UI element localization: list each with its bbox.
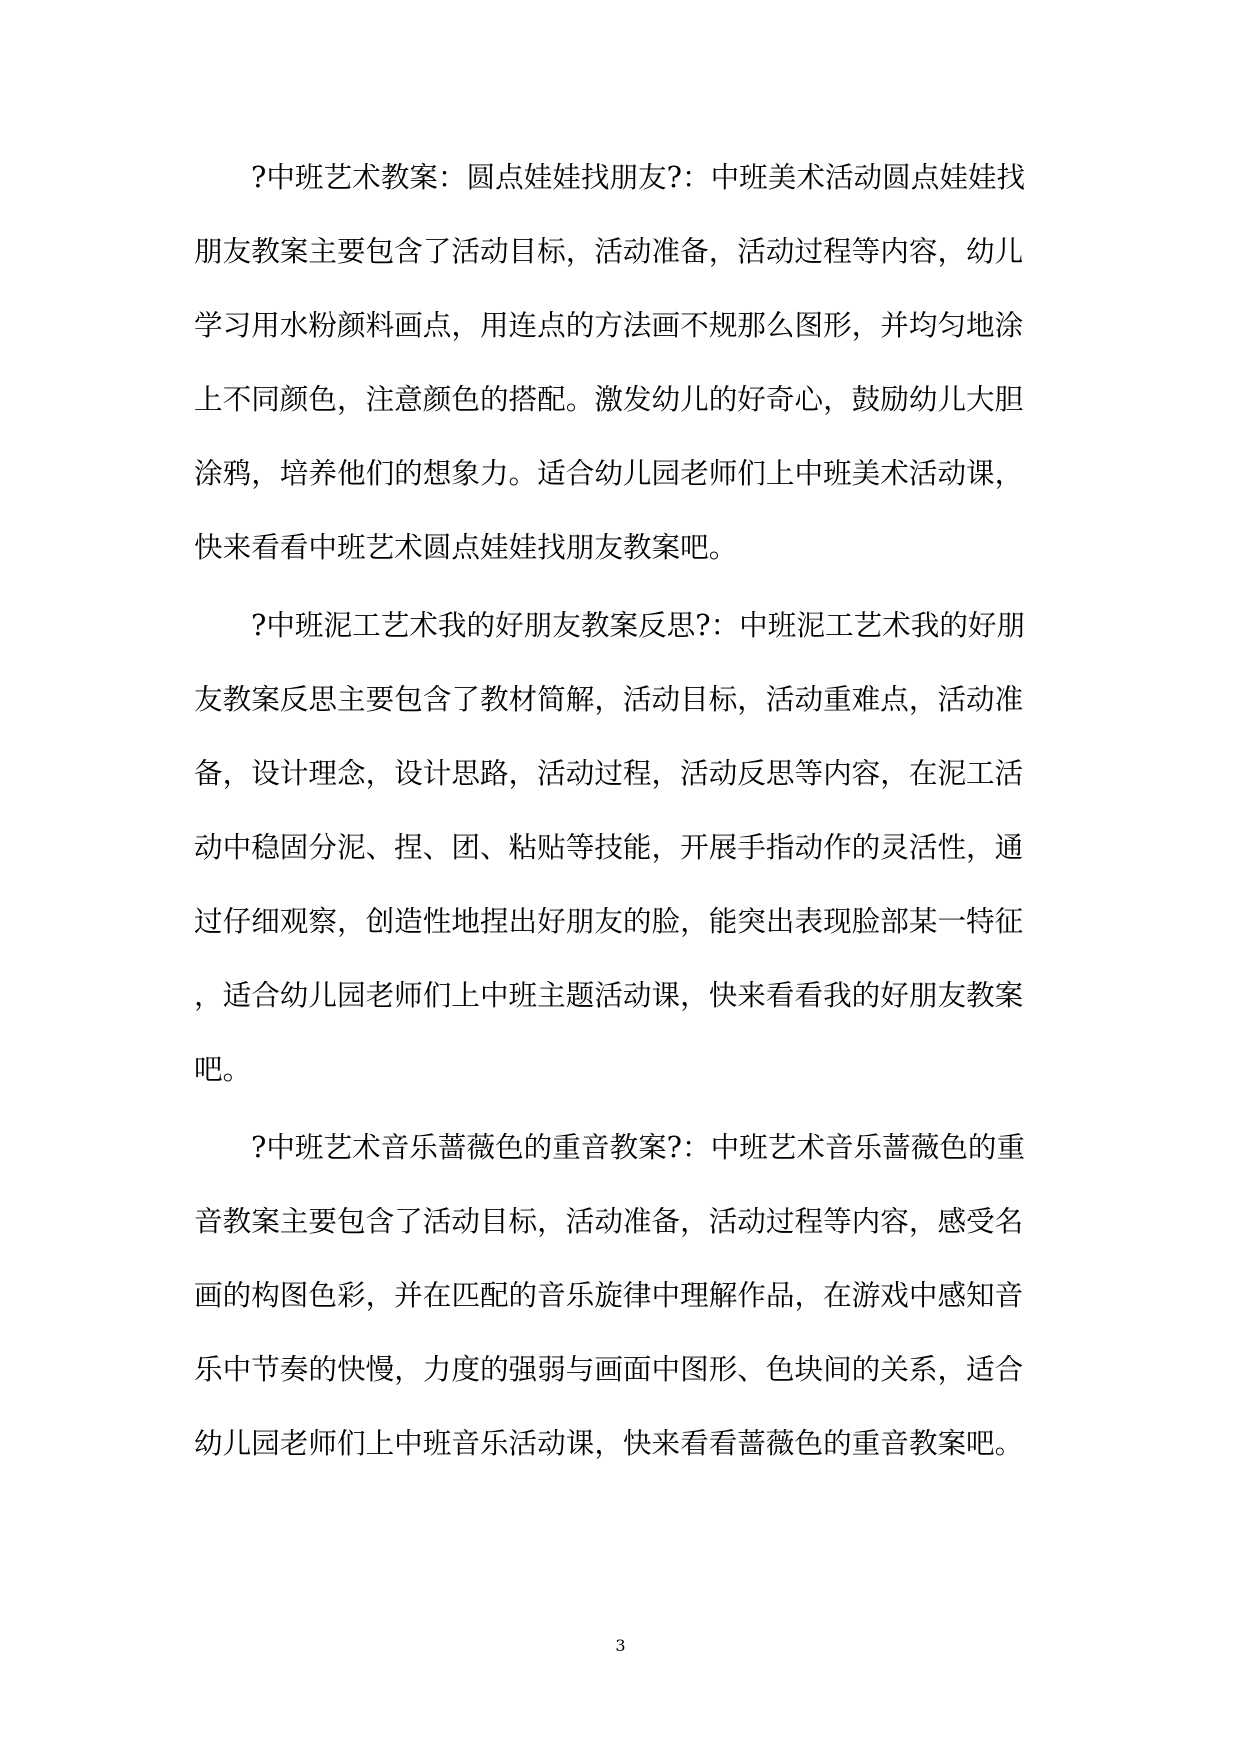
- paragraph-3-line-2: 音教案主要包含了活动目标，活动准备，活动过程等内容，感受名: [194, 1204, 1024, 1238]
- paragraph-2-line-5: 过仔细观察，创造性地捏出好朋友的脸，能突出表现脸部某一特征: [194, 904, 1024, 938]
- paragraph-3-line-1: ?中班艺术音乐蔷薇色的重音教案?：中班艺术音乐蔷薇色的重: [251, 1130, 1026, 1164]
- paragraph-1-line-3: 学习用水粉颜料画点，用连点的方法画不规那么图形，并均匀地涂: [194, 308, 1024, 342]
- paragraph-2-line-3: 备，设计理念，设计思路，活动过程，活动反思等内容，在泥工活: [194, 756, 1024, 790]
- paragraph-3-line-4: 乐中节奏的快慢，力度的强弱与画面中图形、色块间的关系，适合: [194, 1352, 1024, 1386]
- paragraph-2-line-1: ?中班泥工艺术我的好朋友教案反思?：中班泥工艺术我的好朋: [251, 608, 1026, 642]
- paragraph-2-line-7: 吧。: [194, 1052, 252, 1086]
- paragraph-1-line-6: 快来看看中班艺术圆点娃娃找朋友教案吧。: [194, 530, 738, 564]
- paragraph-2-line-6: ，适合幼儿园老师们上中班主题活动课，快来看看我的好朋友教案: [194, 978, 1024, 1012]
- paragraph-1-line-1: ?中班艺术教案：圆点娃娃找朋友?：中班美术活动圆点娃娃找: [251, 160, 1026, 194]
- paragraph-3-line-3: 画的构图色彩，并在匹配的音乐旋律中理解作品，在游戏中感知音: [194, 1278, 1024, 1312]
- paragraph-2-line-2: 友教案反思主要包含了教材简解，活动目标，活动重难点，活动准: [194, 682, 1024, 716]
- paragraph-2-line-4: 动中稳固分泥、捏、团、粘贴等技能，开展手指动作的灵活性，通: [194, 830, 1024, 864]
- page-number: 3: [615, 1636, 626, 1655]
- paragraph-1-line-4: 上不同颜色，注意颜色的搭配。激发幼儿的好奇心，鼓励幼儿大胆: [194, 382, 1024, 416]
- paragraph-3-line-5: 幼儿园老师们上中班音乐活动课，快来看看蔷薇色的重音教案吧。: [194, 1426, 1024, 1460]
- paragraph-1-line-2: 朋友教案主要包含了活动目标，活动准备，活动过程等内容，幼儿: [194, 234, 1024, 268]
- paragraph-1-line-5: 涂鸦，培养他们的想象力。适合幼儿园老师们上中班美术活动课，: [194, 456, 1024, 490]
